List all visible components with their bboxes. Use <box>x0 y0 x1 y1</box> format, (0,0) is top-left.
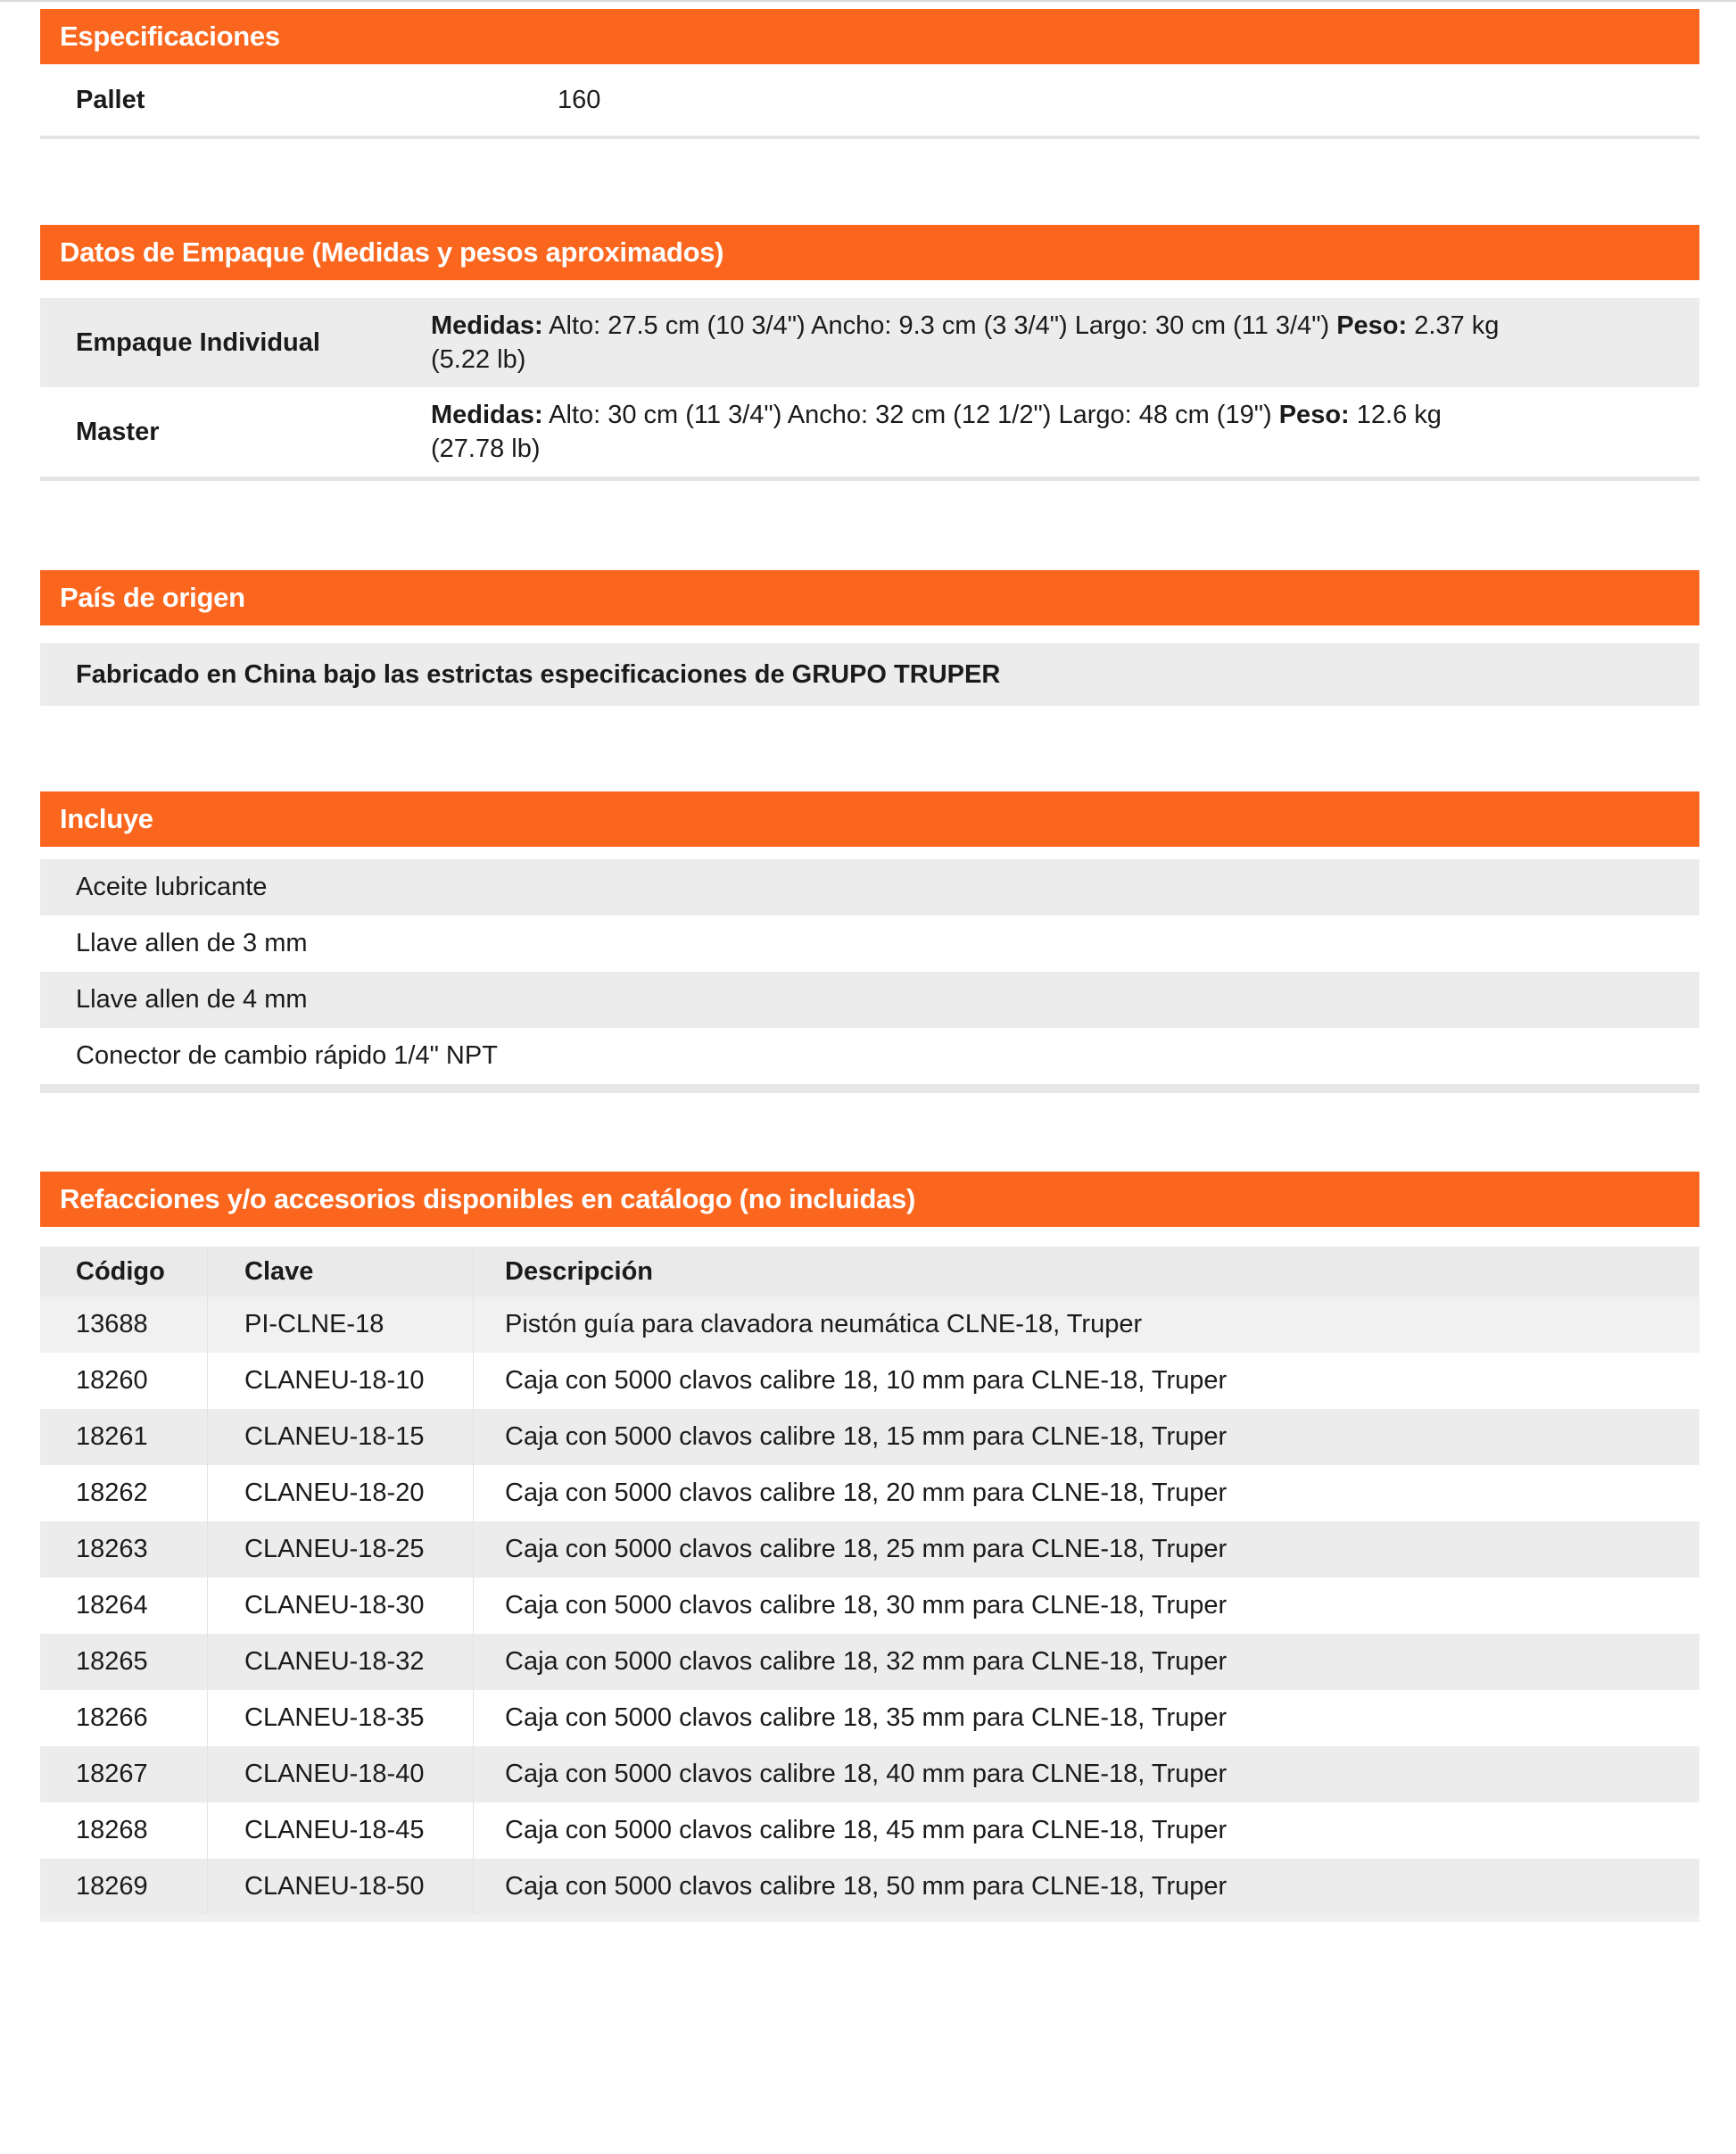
empaque-row-label: Empaque Individual <box>76 328 320 357</box>
section-incluye <box>40 791 1699 1093</box>
list-item-text: Aceite lubricante <box>76 873 268 901</box>
cell-descripcion: Caja con 5000 clavos calibre 18, 25 mm para CLNE-18, Truper <box>473 1521 1699 1578</box>
peso-value: 2.37 kg <box>1414 311 1500 340</box>
empaque-row-master <box>40 387 1699 476</box>
peso-lb-value: (5.22 lb) <box>431 345 526 374</box>
empaque-row-content <box>431 298 1699 387</box>
empaque-row-content <box>431 387 1699 476</box>
medidas-label: Medidas: <box>431 311 543 340</box>
peso-lb-value: (27.78 lb) <box>431 435 541 463</box>
peso-label: Peso: <box>1278 401 1350 429</box>
section-bottom-divider <box>40 1084 1699 1093</box>
cell-clave: CLANEU-18-20 <box>207 1465 473 1521</box>
table-row <box>40 1353 1699 1409</box>
cell-clave: CLANEU-18-32 <box>207 1634 473 1690</box>
cell-descripcion: Caja con 5000 clavos calibre 18, 35 mm para CLNE-18, Truper <box>473 1690 1699 1746</box>
table-row <box>40 1802 1699 1859</box>
incluye-list <box>40 859 1699 1093</box>
cell-descripcion: Caja con 5000 clavos calibre 18, 40 mm para CLNE-18, Truper <box>473 1746 1699 1802</box>
section-header-pais-de-origen <box>40 570 1699 625</box>
section-header-refacciones <box>40 1172 1699 1227</box>
empaque-row-label: Master <box>76 418 160 446</box>
pais-origen-text: Fabricado en China bajo las estrictas especificaciones de GRUPO TRUPER <box>76 659 1001 689</box>
table-row <box>40 1634 1699 1690</box>
medidas-label: Medidas: <box>431 401 543 429</box>
spec-sheet-page <box>40 9 1699 1922</box>
table-row <box>40 1859 1699 1915</box>
table-header-row <box>40 1247 1699 1297</box>
cell-descripcion: Caja con 5000 clavos calibre 18, 15 mm para CLNE-18, Truper <box>473 1409 1699 1465</box>
cell-descripcion: Caja con 5000 clavos calibre 18, 32 mm para CLNE-18, Truper <box>473 1634 1699 1690</box>
cell-codigo: 18268 <box>76 1816 148 1844</box>
cell-codigo: 13688 <box>76 1310 148 1338</box>
section-pais-de-origen <box>40 570 1699 706</box>
spec-row-pallet <box>40 64 1699 139</box>
table-row <box>40 1409 1699 1465</box>
section-title: País de origen <box>60 582 245 613</box>
peso-value: 12.6 kg <box>1356 401 1442 429</box>
cell-descripcion: Caja con 5000 clavos calibre 18, 50 mm para CLNE-18, Truper <box>473 1859 1699 1915</box>
section-title: Refacciones y/o accesorios disponibles en catálogo (no incluidas) <box>60 1183 915 1214</box>
empaque-row-individual <box>40 298 1699 387</box>
table-row <box>40 1297 1699 1353</box>
cell-codigo: 18269 <box>76 1872 148 1901</box>
cell-codigo: 18260 <box>76 1366 148 1395</box>
section-title: Especificaciones <box>60 21 280 52</box>
cell-descripcion: Pistón guía para clavadora neumática CLNE-18, Truper <box>473 1297 1699 1353</box>
list-item <box>40 972 1699 1028</box>
cell-descripcion: Caja con 5000 clavos calibre 18, 30 mm para CLNE-18, Truper <box>473 1578 1699 1634</box>
pais-origen-row <box>40 643 1699 706</box>
peso-label: Peso: <box>1336 311 1408 340</box>
section-datos-empaque <box>40 225 1699 481</box>
cell-codigo: 18264 <box>76 1591 148 1620</box>
refacciones-table <box>40 1247 1699 1922</box>
medidas-value: Alto: 27.5 cm (10 3/4") Ancho: 9.3 cm (3 3/4") Largo: 30 cm (11 3/4") <box>549 311 1330 340</box>
table-bottom-divider <box>40 1915 1699 1922</box>
section-especificaciones <box>40 9 1699 139</box>
cell-codigo: 18266 <box>76 1703 148 1732</box>
list-item-text: Llave allen de 3 mm <box>76 929 308 957</box>
cell-descripcion: Caja con 5000 clavos calibre 18, 20 mm para CLNE-18, Truper <box>473 1465 1699 1521</box>
section-header-incluye <box>40 791 1699 847</box>
section-title: Datos de Empaque (Medidas y pesos aproximados) <box>60 236 724 268</box>
cell-codigo: 18262 <box>76 1479 148 1507</box>
cell-codigo: 18265 <box>76 1647 148 1676</box>
cell-clave: CLANEU-18-10 <box>207 1353 473 1409</box>
table-row <box>40 1521 1699 1578</box>
column-header-codigo: Código <box>76 1256 165 1286</box>
cell-clave: CLANEU-18-35 <box>207 1690 473 1746</box>
top-divider <box>0 0 1736 2</box>
spec-label: Pallet <box>76 85 145 114</box>
column-header-descripcion: Descripción <box>473 1247 1699 1297</box>
table-row <box>40 1578 1699 1634</box>
spec-value: 160 <box>558 85 601 114</box>
list-item-text: Llave allen de 4 mm <box>76 985 308 1014</box>
cell-clave: CLANEU-18-25 <box>207 1521 473 1578</box>
section-refacciones <box>40 1172 1699 1922</box>
cell-clave: PI-CLNE-18 <box>207 1297 473 1353</box>
cell-clave: CLANEU-18-50 <box>207 1859 473 1915</box>
list-item <box>40 915 1699 972</box>
cell-clave: CLANEU-18-15 <box>207 1409 473 1465</box>
section-header-especificaciones <box>40 9 1699 64</box>
cell-descripcion: Caja con 5000 clavos calibre 18, 10 mm para CLNE-18, Truper <box>473 1353 1699 1409</box>
cell-codigo: 18263 <box>76 1535 148 1563</box>
empaque-table <box>40 298 1699 481</box>
table-row <box>40 1465 1699 1521</box>
table-row <box>40 1746 1699 1802</box>
cell-codigo: 18267 <box>76 1760 148 1788</box>
cell-clave: CLANEU-18-45 <box>207 1802 473 1859</box>
table-row <box>40 1690 1699 1746</box>
medidas-value: Alto: 30 cm (11 3/4") Ancho: 32 cm (12 1/2") Largo: 48 cm (19") <box>549 401 1272 429</box>
list-item <box>40 1028 1699 1084</box>
cell-codigo: 18261 <box>76 1422 148 1451</box>
list-item-text: Conector de cambio rápido 1/4" NPT <box>76 1041 498 1070</box>
section-title: Incluye <box>60 803 153 834</box>
list-item <box>40 859 1699 915</box>
cell-clave: CLANEU-18-40 <box>207 1746 473 1802</box>
cell-descripcion: Caja con 5000 clavos calibre 18, 45 mm para CLNE-18, Truper <box>473 1802 1699 1859</box>
cell-clave: CLANEU-18-30 <box>207 1578 473 1634</box>
column-header-clave: Clave <box>207 1247 473 1297</box>
section-header-datos-empaque <box>40 225 1699 280</box>
